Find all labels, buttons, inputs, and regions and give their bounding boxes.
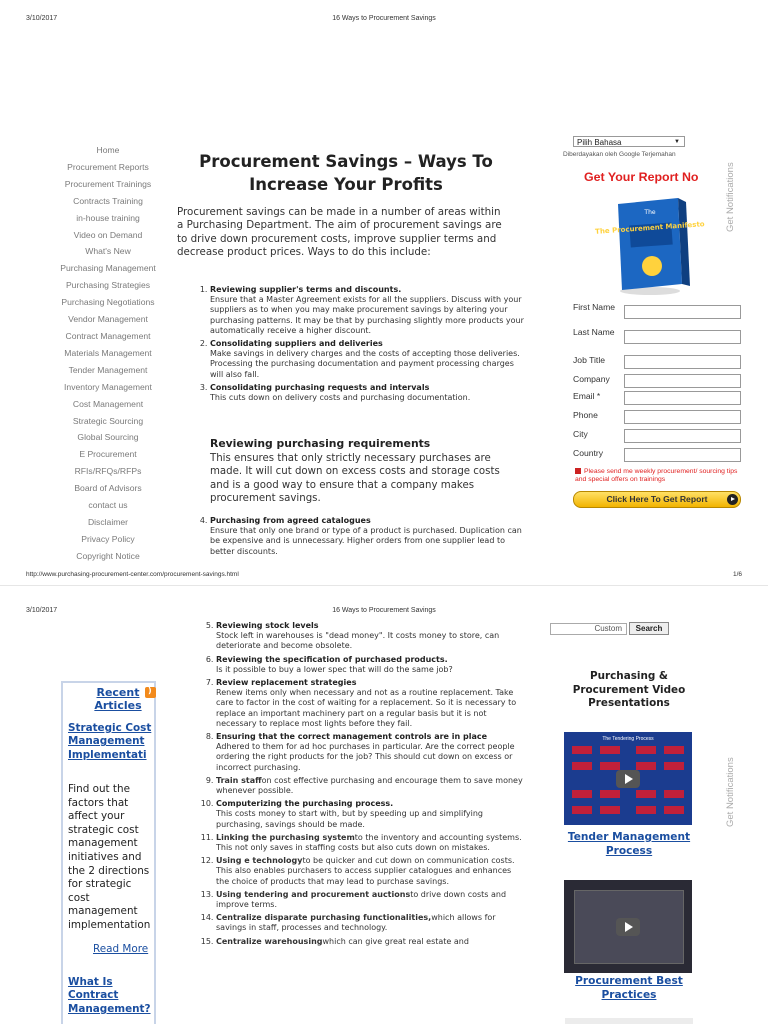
nav-item[interactable]: Vendor Management xyxy=(68,314,148,325)
list-item-title: Linking the purchasing system xyxy=(216,832,355,842)
list-item-title: Centralize warehousing xyxy=(216,936,323,946)
print-title-2: 16 Ways to Procurement Savings xyxy=(332,607,436,614)
nav-item[interactable]: Purchasing Negotiations xyxy=(61,297,155,308)
list-item-text: Ensure that only one brand or type of a product is purchased. Duplication can be expensive and is unnecessary. Higher orders from one supplier lead to better discounts. xyxy=(210,526,522,556)
form-label: Email * xyxy=(573,391,601,401)
list-item-text: Stock left in warehouses is "dead money". It costs money to store, can deteriorate and become obsolete. xyxy=(216,631,500,651)
savings-list-item xyxy=(210,383,525,403)
form-label: Phone xyxy=(573,410,598,420)
savings-list-item xyxy=(210,285,525,336)
nav-item[interactable]: Global Sourcing xyxy=(77,432,139,443)
list-item-title: 8. Ensuring that the correct management controls are in place xyxy=(216,732,488,742)
form-input[interactable] xyxy=(624,391,741,405)
nav-item[interactable]: Procurement Trainings xyxy=(64,178,152,189)
nav-item[interactable]: Contract Management xyxy=(65,330,151,341)
print-title: 16 Ways to Procurement Savings xyxy=(332,15,436,22)
form-input[interactable] xyxy=(624,429,741,443)
print-date-2: 3/10/2017 xyxy=(26,607,58,614)
savings-list-item xyxy=(216,833,526,853)
list-item-text: This costs money to start with, but by speeding up and simplifying purchasing, savings should be made. xyxy=(216,809,484,829)
video-link-tender-management[interactable]: Tender Management Process xyxy=(567,831,691,857)
search-input[interactable]: Custom xyxy=(550,623,627,635)
nav-item[interactable]: Purchasing Strategies xyxy=(65,280,151,291)
subheading-paragraph: This ensures that only strictly necessary purchases are made. It will cut down on excess costs and storage costs and is a good way to ensure that a company makes procurement savings. xyxy=(210,453,500,504)
savings-list-item xyxy=(216,913,526,933)
form-input[interactable] xyxy=(624,410,741,424)
form-label: Last Name xyxy=(573,327,615,337)
list-item-title: Using tendering and procurement auctions xyxy=(216,889,411,899)
list-item-text: to be quicker and cut down on communication costs. This also enables purchasers to access supplier catalogues and enhances the choice of products that may lead to purchase savings. xyxy=(216,856,515,886)
print-url: http://www.purchasing-procurement-center.com/procurement-savings.html xyxy=(26,571,239,578)
search-button[interactable]: Search xyxy=(629,622,669,635)
get-report-button[interactable] xyxy=(573,491,741,508)
play-icon[interactable] xyxy=(616,770,640,788)
nav-item[interactable]: Copyright Notice xyxy=(76,550,140,561)
print-page-number: 1/6 xyxy=(733,571,743,578)
intro-paragraph: Procurement savings can be made in a number of areas within a Purchasing Department. The aim of procurement savings are to drive down procurement costs, improve supplier terms and decrease product prices. Ways to do this include: xyxy=(177,206,502,259)
list-item-title: 6. Reviewing the specification of purchased products. xyxy=(216,654,448,664)
next-video-thumbnail-edge xyxy=(565,1018,693,1024)
page-title: Procurement Savings – Ways To Increase Your Profits xyxy=(199,152,493,194)
consent-checkbox[interactable] xyxy=(575,468,581,474)
svg-text:The: The xyxy=(644,209,656,216)
nav-item[interactable]: RFIs/RFQs/RFPs xyxy=(74,466,142,477)
page-divider xyxy=(0,585,768,586)
nav-item[interactable]: Procurement Reports xyxy=(67,161,149,172)
get-report-button-label: Click Here To Get Report xyxy=(606,494,708,504)
savings-list-3 xyxy=(196,621,526,950)
read-more-link[interactable]: Read More xyxy=(93,943,149,955)
article-link-strategic-cost[interactable]: Strategic Cost Management Implementati xyxy=(68,722,152,761)
list-item-title: Centralize disparate purchasing functionalities, xyxy=(216,913,432,923)
list-item-text: Ensure that a Master Agreement exists for all the suppliers. Discuss with your suppliers as to when you may make procurement savings by altering your purchasing patterns. It may be that by purchasing slightly more products your automatically receive a higher discount. xyxy=(210,295,524,335)
form-label: Job Title xyxy=(573,355,606,365)
list-item-title: 10. Computerizing the purchasing process. xyxy=(216,799,394,809)
article-link-contract-management[interactable]: What Is Contract Management? xyxy=(68,976,151,1015)
svg-text:The Procurement Manifesto: The Procurement Manifesto xyxy=(594,220,705,236)
savings-list-item xyxy=(216,856,526,887)
form-label: Country xyxy=(573,448,604,458)
dropdown-arrow-icon: ▼ xyxy=(674,139,680,145)
savings-list-2 xyxy=(190,516,525,560)
list-item-text: Renew items only when necessary and not as a routine replacement. Take care to factor in the cost of waiting for a replacement. So it is necessary to replace an important machinery part on a regular basis but it is not necessary to replace most lights before they fail. xyxy=(216,688,517,728)
video-section-heading: Purchasing & Procurement Video Presentations xyxy=(572,670,686,709)
nav-item[interactable]: Strategic Sourcing xyxy=(72,415,144,426)
savings-list-item xyxy=(216,890,526,910)
list-item-text: on cost effective purchasing and encourage them to save money whenever possible. xyxy=(216,775,523,796)
recent-articles-box xyxy=(61,681,156,1024)
print-date: 3/10/2017 xyxy=(26,15,58,22)
nav-item[interactable]: Inventory Management xyxy=(64,381,152,392)
savings-list-item xyxy=(216,776,526,796)
list-item-title: 2. Consolidating suppliers and deliveries xyxy=(210,339,383,349)
google-translate-credit: Diberdayakan oleh Google Terjemahan xyxy=(563,151,676,158)
list-item-title: 7. Review replacement strategies xyxy=(216,678,357,688)
nav-item[interactable]: Cost Management xyxy=(72,398,144,409)
list-item-text: which allows for savings in staff, processes and technology. xyxy=(216,913,496,933)
list-item-text: to drive down costs and improve terms. xyxy=(216,889,507,910)
article-description: Find out the factors that affect your strategic cost management initiatives and the 2 directions for strategic cost management implementation xyxy=(68,783,151,931)
list-item-title: Using e technology xyxy=(216,856,303,866)
nav-item[interactable]: E Procurement xyxy=(79,449,137,460)
list-item-text: This cuts down on delivery costs and purchasing documentation. xyxy=(210,393,471,403)
form-input[interactable] xyxy=(624,374,741,388)
subheading: Reviewing purchasing requirements xyxy=(210,437,431,450)
list-item-title: 1. Reviewing supplier's terms and discounts. xyxy=(210,285,402,294)
nav-item[interactable]: Tender Management xyxy=(68,364,148,375)
site-navigation xyxy=(52,142,164,565)
savings-list-item xyxy=(216,799,526,830)
list-item-title: Train staff xyxy=(216,775,262,785)
video-link-best-practices[interactable]: Procurement Best Practices xyxy=(575,975,683,1001)
savings-list-1 xyxy=(190,285,525,406)
form-input[interactable] xyxy=(624,330,741,344)
nav-item[interactable]: Contracts Training xyxy=(73,195,143,206)
list-item-text: Make savings in delivery charges and the costs of accepting those deliveries. Processing the purchasing documentation and payment processing charges will also fall. xyxy=(210,349,520,379)
savings-list-item xyxy=(216,621,526,652)
nav-item[interactable]: Disclaimer xyxy=(87,516,129,527)
form-label: City xyxy=(573,429,588,439)
savings-list-item xyxy=(216,937,526,947)
play-icon-2[interactable] xyxy=(616,918,640,936)
nav-item[interactable]: What's New xyxy=(85,246,131,257)
savings-list-item xyxy=(210,516,525,557)
notifications-tab[interactable]: Get Notifications xyxy=(725,162,736,232)
nav-item[interactable]: Home xyxy=(96,145,120,155)
language-select-label: Pilih Bahasa xyxy=(577,138,622,147)
nav-item[interactable]: contact us xyxy=(88,500,128,511)
video-thumbnail-best-practices[interactable] xyxy=(564,880,692,973)
consent-label: Please send me weekly procurement/ sourcing tips and special offers on trainings xyxy=(575,468,738,484)
form-input[interactable] xyxy=(624,355,741,369)
language-select[interactable] xyxy=(573,136,685,147)
form-label: First Name xyxy=(573,302,616,312)
list-item-text: Is it possible to buy a lower spec that will do the same job? xyxy=(216,664,453,674)
recent-articles-heading[interactable]: Recent Articles xyxy=(94,686,142,712)
list-item-text: which can give great real estate and xyxy=(322,936,469,946)
form-input[interactable] xyxy=(624,305,741,319)
nav-item[interactable]: Board of Advisors xyxy=(74,483,142,494)
nav-item[interactable]: Privacy Policy xyxy=(81,533,135,544)
play-arrow-icon xyxy=(727,494,738,505)
list-item-title: 5. Reviewing stock levels xyxy=(216,621,319,630)
notifications-tab-2[interactable]: Get Notifications xyxy=(725,757,736,827)
nav-item[interactable]: Purchasing Management xyxy=(60,263,156,274)
form-input[interactable] xyxy=(624,448,741,462)
video-thumbnail-tender[interactable] xyxy=(564,732,692,825)
report-book-image xyxy=(594,196,705,296)
video-screen-title: The Tendering Process xyxy=(602,736,654,742)
list-item-text: to the inventory and accounting systems. This not only saves in staffing costs but also cuts down on mistakes. xyxy=(216,832,522,853)
savings-list-item xyxy=(216,732,526,773)
rss-icon[interactable] xyxy=(145,687,156,698)
nav-item[interactable]: in-house training xyxy=(76,212,140,223)
list-item-title: 4. Purchasing from agreed catalogues xyxy=(210,516,371,525)
savings-list-item xyxy=(210,339,525,380)
list-item-title: 3. Consolidating purchasing requests and intervals xyxy=(210,382,430,392)
report-heading: Get Your Report No xyxy=(584,170,699,184)
consent-checkbox-row[interactable] xyxy=(575,468,745,484)
form-label: Company xyxy=(573,374,610,384)
list-item-text: Adhered to them for ad hoc purchases in particular. Are the correct people ordering the right products for the job? This should cut down on excess or incorrect purchasing. xyxy=(216,742,515,772)
nav-item[interactable]: Materials Management xyxy=(64,347,152,358)
savings-list-item xyxy=(216,678,526,729)
savings-list-item xyxy=(216,655,526,675)
nav-item[interactable]: Video on Demand xyxy=(73,229,143,240)
